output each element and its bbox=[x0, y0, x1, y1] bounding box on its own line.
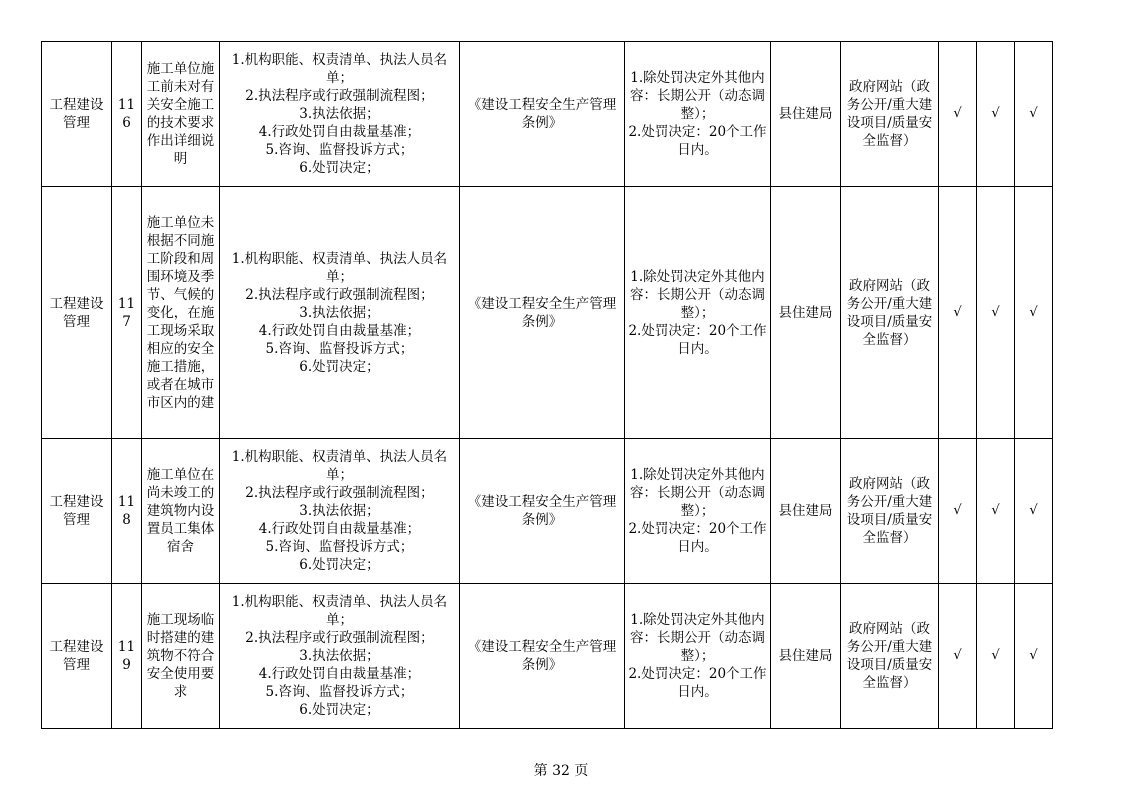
item-cell bbox=[142, 42, 220, 187]
content-line: 2.执法程序或行政强制流程图； bbox=[245, 88, 434, 104]
content-cell bbox=[220, 584, 460, 729]
check-mark: √ bbox=[1015, 42, 1053, 187]
time-limit-line: 1.除处罚决定外其他内容：长期公开（动态调整）； bbox=[630, 612, 765, 664]
time-limit-cell bbox=[625, 439, 771, 584]
content-line: 3.执法依据； bbox=[299, 304, 380, 321]
content-line: 1.机构职能、权责清单、执法人员名单； bbox=[231, 250, 448, 285]
time-limit-line: 1.除处罚决定外其他内容：长期公开（动态调整）； bbox=[630, 268, 765, 321]
category-cell: 工程建设管理 bbox=[42, 187, 112, 439]
content-line: 5.咨询、监督投诉方式； bbox=[265, 340, 414, 357]
content-line: 6.处罚决定； bbox=[299, 358, 380, 375]
basis-cell: 《建设工程安全生产管理条例》 bbox=[460, 187, 625, 439]
basis-cell: 《建设工程安全生产管理条例》 bbox=[460, 42, 625, 187]
subject-cell: 县住建局 bbox=[771, 187, 841, 439]
content-cell bbox=[220, 187, 460, 439]
item-text: 施工单位未根据不同施工阶段和周围环境及季节、气候的变化，在施工现场采取相应的安全施工措施，或者在城市市区内的建 bbox=[146, 214, 215, 411]
content-line: 5.咨询、监督投诉方式； bbox=[265, 684, 414, 700]
content-line: 6.处罚决定； bbox=[299, 702, 380, 718]
content-line: 1.机构职能、权责清单、执法人员名单； bbox=[231, 594, 448, 628]
content-line: 3.执法依据； bbox=[299, 648, 380, 664]
table-row bbox=[42, 187, 1053, 439]
page-number: 第 32 页 bbox=[533, 763, 589, 779]
time-limit-line: 2.处罚决定：20个工作日内。 bbox=[628, 666, 767, 700]
content-line: 6.处罚决定； bbox=[299, 557, 380, 573]
item-cell bbox=[142, 439, 220, 584]
item-text: 施工单位在尚未竣工的建筑物内设置员工集体宿舍 bbox=[146, 467, 215, 555]
content-line: 6.处罚决定； bbox=[299, 160, 380, 176]
time-limit-line: 2.处罚决定：20个工作日内。 bbox=[628, 322, 767, 357]
content-cell bbox=[220, 42, 460, 187]
item-text: 施工单位施工前未对有关安全施工的技术要求作出详细说明 bbox=[146, 61, 215, 167]
check-mark: √ bbox=[977, 584, 1015, 729]
content-line: 5.咨询、监督投诉方式； bbox=[265, 142, 414, 158]
check-mark: √ bbox=[939, 187, 977, 439]
content-line: 2.执法程序或行政强制流程图； bbox=[245, 630, 434, 646]
content-line: 3.执法依据； bbox=[299, 106, 380, 122]
content-line: 1.机构职能、权责清单、执法人员名单； bbox=[231, 449, 448, 483]
content-line: 1.机构职能、权责清单、执法人员名单； bbox=[231, 52, 448, 86]
disclosure-table bbox=[41, 41, 1053, 729]
content-line: 2.执法程序或行政强制流程图； bbox=[245, 485, 434, 501]
category-cell: 工程建设管理 bbox=[42, 439, 112, 584]
channel-cell: 政府网站（政务公开/重大建设项目/质量安全监督） bbox=[841, 439, 939, 584]
content-line: 3.执法依据； bbox=[299, 503, 380, 519]
table-row bbox=[42, 584, 1053, 729]
number-cell: 117 bbox=[112, 187, 142, 439]
time-limit-line: 1.除处罚决定外其他内容：长期公开（动态调整）； bbox=[630, 70, 765, 122]
check-mark: √ bbox=[977, 439, 1015, 584]
number-cell: 119 bbox=[112, 584, 142, 729]
subject-cell: 县住建局 bbox=[771, 439, 841, 584]
table-row bbox=[42, 439, 1053, 584]
basis-cell: 《建设工程安全生产管理条例》 bbox=[460, 439, 625, 584]
item-cell bbox=[142, 584, 220, 729]
table-row bbox=[42, 42, 1053, 187]
check-mark: √ bbox=[939, 584, 977, 729]
check-mark: √ bbox=[939, 439, 977, 584]
number-cell: 118 bbox=[112, 439, 142, 584]
time-limit-line: 1.除处罚决定外其他内容：长期公开（动态调整）； bbox=[630, 467, 765, 519]
content-line: 4.行政处罚自由裁量基准； bbox=[258, 124, 421, 140]
subject-cell: 县住建局 bbox=[771, 584, 841, 729]
time-limit-line: 2.处罚决定：20个工作日内。 bbox=[628, 521, 767, 555]
check-mark: √ bbox=[977, 42, 1015, 187]
basis-cell: 《建设工程安全生产管理条例》 bbox=[460, 584, 625, 729]
content-line: 5.咨询、监督投诉方式； bbox=[265, 539, 414, 555]
channel-cell: 政府网站（政务公开/重大建设项目/质量安全监督） bbox=[841, 42, 939, 187]
time-limit-cell bbox=[625, 584, 771, 729]
item-cell bbox=[142, 187, 220, 439]
channel-cell: 政府网站（政务公开/重大建设项目/质量安全监督） bbox=[841, 584, 939, 729]
content-line: 4.行政处罚自由裁量基准； bbox=[258, 322, 421, 339]
check-mark: √ bbox=[977, 187, 1015, 439]
channel-cell: 政府网站（政务公开/重大建设项目/质量安全监督） bbox=[841, 187, 939, 439]
check-mark: √ bbox=[1015, 439, 1053, 584]
category-cell: 工程建设管理 bbox=[42, 42, 112, 187]
check-mark: √ bbox=[1015, 187, 1053, 439]
number-cell: 116 bbox=[112, 42, 142, 187]
content-line: 4.行政处罚自由裁量基准； bbox=[258, 666, 421, 682]
time-limit-cell bbox=[625, 187, 771, 439]
item-text: 施工现场临时搭建的建筑物不符合安全使用要求 bbox=[146, 612, 215, 700]
content-cell bbox=[220, 439, 460, 584]
check-mark: √ bbox=[939, 42, 977, 187]
time-limit-line: 2.处罚决定：20个工作日内。 bbox=[628, 124, 767, 158]
check-mark: √ bbox=[1015, 584, 1053, 729]
subject-cell: 县住建局 bbox=[771, 42, 841, 187]
time-limit-cell bbox=[625, 42, 771, 187]
content-line: 2.执法程序或行政强制流程图； bbox=[245, 286, 434, 303]
category-cell: 工程建设管理 bbox=[42, 584, 112, 729]
content-line: 4.行政处罚自由裁量基准； bbox=[258, 521, 421, 537]
